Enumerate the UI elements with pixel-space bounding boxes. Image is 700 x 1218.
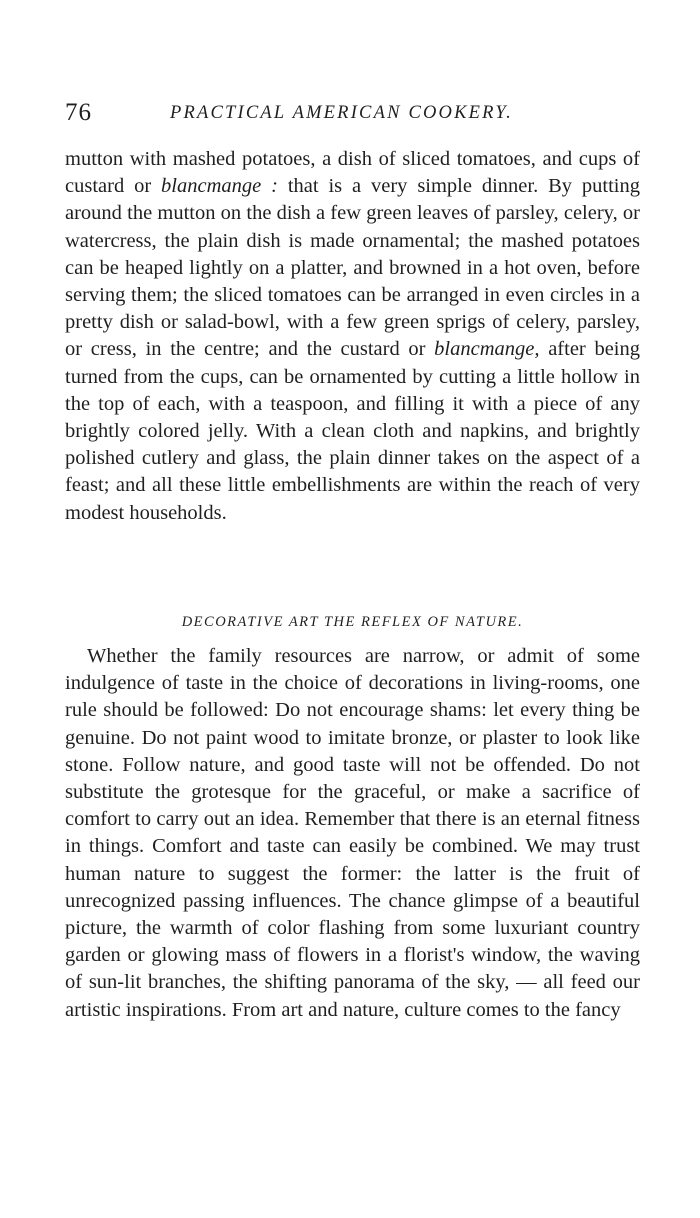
running-title: PRACTICAL AMERICAN COOKERY.	[170, 103, 513, 123]
paragraph-text: after being turned from the cups, can be ornamented by cutting a little hollow in the top of each, with a teaspoon, and filling it with a piece of any brightly colored jelly. With a clean cloth and napkins, and brightly polished cutlery and glass, the plain dinner takes on the aspect of a feast; and all these little embellishments are within the reach of very modest households.	[65, 338, 640, 524]
page-number: 76	[65, 99, 92, 126]
paragraph-text: mutton with mashed potatoes, a dish of sliced tomatoes, and cups of custard or	[65, 148, 640, 198]
paragraph-decorative-art: Whether the family resources are narrow, or admit of some indulgence of taste in the choice of decorations in living-rooms, one rule should be followed: Do not encourage shams: let every thing be genuine. Do not paint wood to imitate bronze, or plaster to look like stone. Follow nature, and good taste will not be offended. Do not substitute the grotesque for the graceful, or make a sacrifice of comfort to carry out an idea. Remember that there is an eternal fitness in things. Comfort and taste can easily be combined. We may trust human nature to suggest the former: the latter is the fruit of unrecognized passing influences. The chance glimpse of a beautiful picture, the warmth of color flashing from some luxuriant country garden or glowing mass of flowers in a florist's window, the waving of sun-lit branches, the shifting panorama of the sky, — all feed our artistic inspirations. From art and nature, culture comes to the fancy	[65, 645, 640, 1021]
section-heading: DECORATIVE ART THE REFLEX OF NATURE.	[181, 614, 524, 630]
running-head	[65, 96, 640, 130]
paragraph-dinner-embellishments	[65, 146, 640, 527]
italic-term: blancmange,	[434, 338, 540, 361]
italic-term: blancmange :	[161, 175, 278, 198]
paragraph-text: that is a very simple dinner. By putting around the mutton on the dish a few green leaves of parsley, celery, or watercress, the plain dish is made ornamental; the mashed potatoes can be heaped lightly on a platter, and browned in a hot oven, before serving them; the sliced tomatoes can be arranged in even circles in a pretty dish or salad-bowl, with a few green sprigs of celery, parsley, or cress, in the centre; and the custard or	[65, 175, 641, 361]
